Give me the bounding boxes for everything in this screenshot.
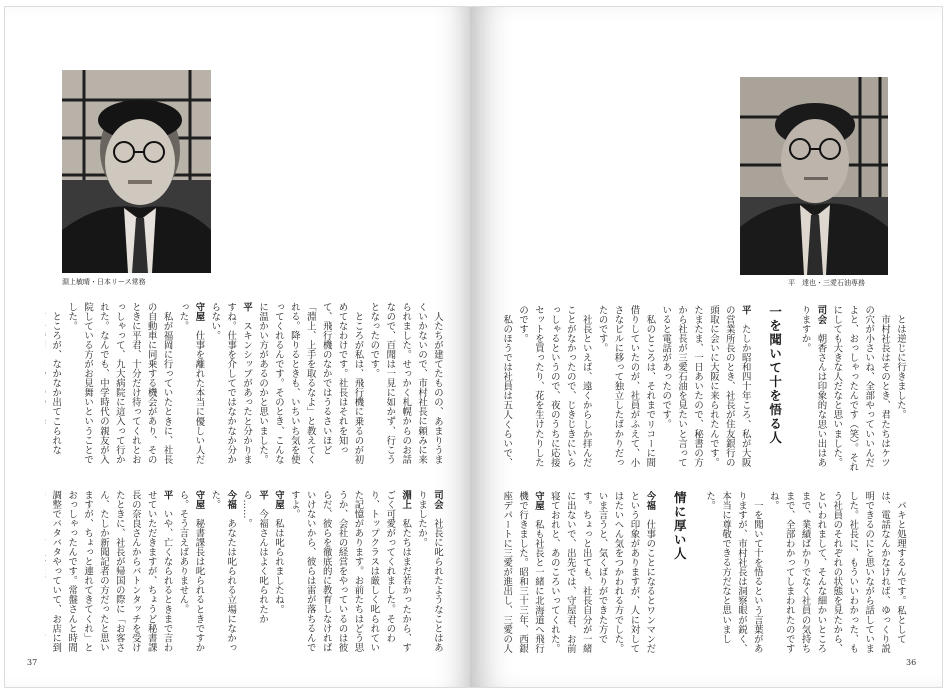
- paragraph: [45, 302, 63, 467]
- article-text-lower: [45, 490, 445, 655]
- paragraph: [254, 302, 365, 467]
- paragraph-text: 秘書課長は叱られるときですから。そう言えばありません。: [177, 490, 205, 653]
- paragraph: [701, 491, 765, 656]
- paragraph-text: 仕事のことになるとワンマンだという印象がありますが、人に対してはたいへん気をつかわれる方でした。いま言うと、気くばりができた方です。ちょっと出ても、社長自分が一緒に出ないで、出先では、守屋君、お前寝ておれと、あのころいってくれた。: [548, 491, 656, 654]
- paragraph: [238, 490, 270, 655]
- speaker-name: 平: [161, 490, 173, 500]
- paragraph-text: ところが、なかなか出てこられな: [50, 311, 62, 455]
- paragraph-text: 私も社長と一緒に北海道へ飛行機で行きました。昭和三十三年、西銀座デパートに三愛が進出し、三愛の人: [501, 491, 544, 654]
- speaker-name: 守屋: [193, 302, 205, 322]
- paragraph: [594, 305, 658, 475]
- speaker-name: 今福: [644, 491, 656, 511]
- speaker-name: 司会: [432, 490, 443, 510]
- speaker-name: 平: [739, 305, 751, 315]
- paragraph: [546, 491, 657, 656]
- paragraph: [175, 490, 207, 655]
- paragraph: [286, 490, 413, 655]
- speaker-name: 今福: [225, 490, 237, 510]
- paragraph-text: 市村社長はそのとき、君たちはケツの穴が小さいね、全部やっていいんだよと、おっしゃったんです（笑）。それにしても大きな人だなと思いました。: [831, 305, 891, 473]
- speaker-name: 守屋: [532, 491, 544, 511]
- speaker-name: 淵上: [400, 490, 412, 510]
- paragraph-text: パキと処理するんです。私としては、電話なんかなければ、ゆっくり説明できるのにと思いながら話していました。社長に、もういいわかった、もう社員のそれぞれの状態を見たから、といわれまして、そんな細かいところまで、業績ばかりでなく社員の気持ちまで、全部わかってしまわれたのですね。: [767, 491, 906, 654]
- paragraph-text: 仕事を離れた本当に優しい人だった。: [177, 302, 205, 465]
- speaker-name: 守屋: [272, 490, 284, 510]
- paragraph: [498, 491, 546, 656]
- paragraph-text: 一を聞いて十を悟るという言葉がありますが、市村社長は洞察眼が鋭く、本当に尊敬できる方だなと思いました。: [704, 491, 763, 654]
- paragraph-text: 私たちはまだ若かったから、すごく可愛がってくれました。そのわり、トップクラスは厳しく叱られていた記憶があります。お前たちはどう思うか、会社の経営をやっているのは彼らだ、彼らを徹底的に教育しなければいけないから、彼らは雷が落ちるんですよ。: [288, 490, 412, 653]
- paragraph-text: あなたは叱られる立場になかった。: [209, 490, 237, 653]
- portrait-image: [740, 77, 888, 275]
- paragraph-text: 私のほうでは社員は五人くらいで、: [501, 314, 513, 468]
- portrait-image: [62, 70, 211, 273]
- page-number: 37: [27, 658, 38, 667]
- speaker-name: 守屋: [193, 490, 205, 510]
- photo-caption: 平 達也・三愛石油専務: [788, 279, 865, 287]
- photo-caption: 淵上敏晴・日本リース常務: [62, 278, 146, 286]
- speaker-name: 平: [241, 302, 253, 312]
- article-text-upper: [45, 302, 445, 467]
- paragraph-text: スキンシップがあったと分かりますね。仕事を介してではなかなか分からない。: [209, 302, 253, 465]
- paragraph-text: いや、亡くなられるときまで言わせていただきますが、ちょうど秘書課長の奈良さんからバトンタッチを受けたときに、社長が帰国の際に「お客さん、たしか新聞記者の方だったと思いますが、ちょっと連れてきてくれ」とおっしゃったんです。常盤さんと時間調整でバタバタやっていて、お店に到: [50, 490, 173, 653]
- speaker-name: 司会: [815, 305, 827, 325]
- paragraph: [365, 302, 445, 467]
- page-number: 36: [906, 658, 917, 667]
- paragraph-text: 社長といえば、遠くからしか拝んだことがなかったので、じきじきにいらっしゃるというので、夜のうちに応接セットを買ったり、花を生けたりしたのです。: [517, 305, 592, 468]
- paragraph-text: 人たちが建てたものの、あまりうまくいかないので、市村社長に頼みに来られました。せっかく札幌からのお話なので、百聞は一見に如かず、行こうとなったのです。: [368, 302, 443, 465]
- paragraph: [413, 490, 445, 655]
- paragraph-text: 社長に叱られたようなことはありましたか。: [416, 490, 443, 653]
- photo-taira: [740, 77, 888, 275]
- paragraph: [45, 490, 175, 655]
- paragraph-text: ところが私は、飛行機に乗るのが初めてなわけです。社長はそれを知って、飛行機のなかではうるさいほど「淵上、上手を取るなよ」と教えてくれる。降りるときも、いちいち気を使ってくれるんです。そのとき、こんなに温かい方があるのかと思いました。: [257, 302, 364, 465]
- paragraph: [206, 302, 254, 467]
- paragraph-text: 今福さんはよく叱られたから……。: [241, 490, 269, 624]
- paragraph-text: 私のところは、それまでリコーに間借りしていたのが、社員がふえて、小さなビルに移って独立したばかりだったのです。: [596, 305, 656, 468]
- paragraph: [514, 305, 594, 475]
- paragraph-text: 朝香さんは印象的な思い出はありますか。: [799, 305, 827, 468]
- paragraph: [270, 490, 286, 655]
- photo-fuchigami: [62, 70, 211, 273]
- left-page: [4, 6, 471, 688]
- paragraph: [765, 491, 908, 656]
- paragraph-text: 私が福岡に行っていたときに、社長の自動車に同乗する機会があり、そのときに平君、十分だけ待ってくれとおっしゃって、九大病院に這入って行かれた。なんでも、中学時代の親友が入院している方がお見舞いということでした。: [66, 302, 173, 465]
- article-text-upper: [498, 305, 908, 475]
- paragraph: [657, 305, 752, 475]
- right-page: [470, 6, 943, 688]
- article-text-lower: [498, 491, 908, 656]
- paragraph-text: とは逆じに行きました。: [895, 314, 906, 420]
- paragraph-text: たしか昭和四十年ころ、私が大阪の営業所長のとき、社長が住友銀行の頭取に会いに大阪に来られたんです。たまたま、一日あいたので、秘書の方から社長が三愛石油を見たいと言っていると電話があったのです。: [660, 305, 751, 468]
- paragraph: [206, 490, 238, 655]
- paragraph: [797, 305, 829, 475]
- paragraph: [828, 305, 892, 475]
- paragraph: [498, 305, 514, 475]
- speaker-name: 平: [257, 490, 269, 500]
- section-heading: 一を聞いて十を悟る人: [767, 305, 783, 445]
- paragraph-text: 私は叱られましたね。: [272, 518, 284, 615]
- paragraph: [63, 302, 174, 467]
- paragraph: [175, 302, 207, 467]
- paragraph: [892, 305, 908, 475]
- section-heading: 情に厚い人: [672, 491, 688, 561]
